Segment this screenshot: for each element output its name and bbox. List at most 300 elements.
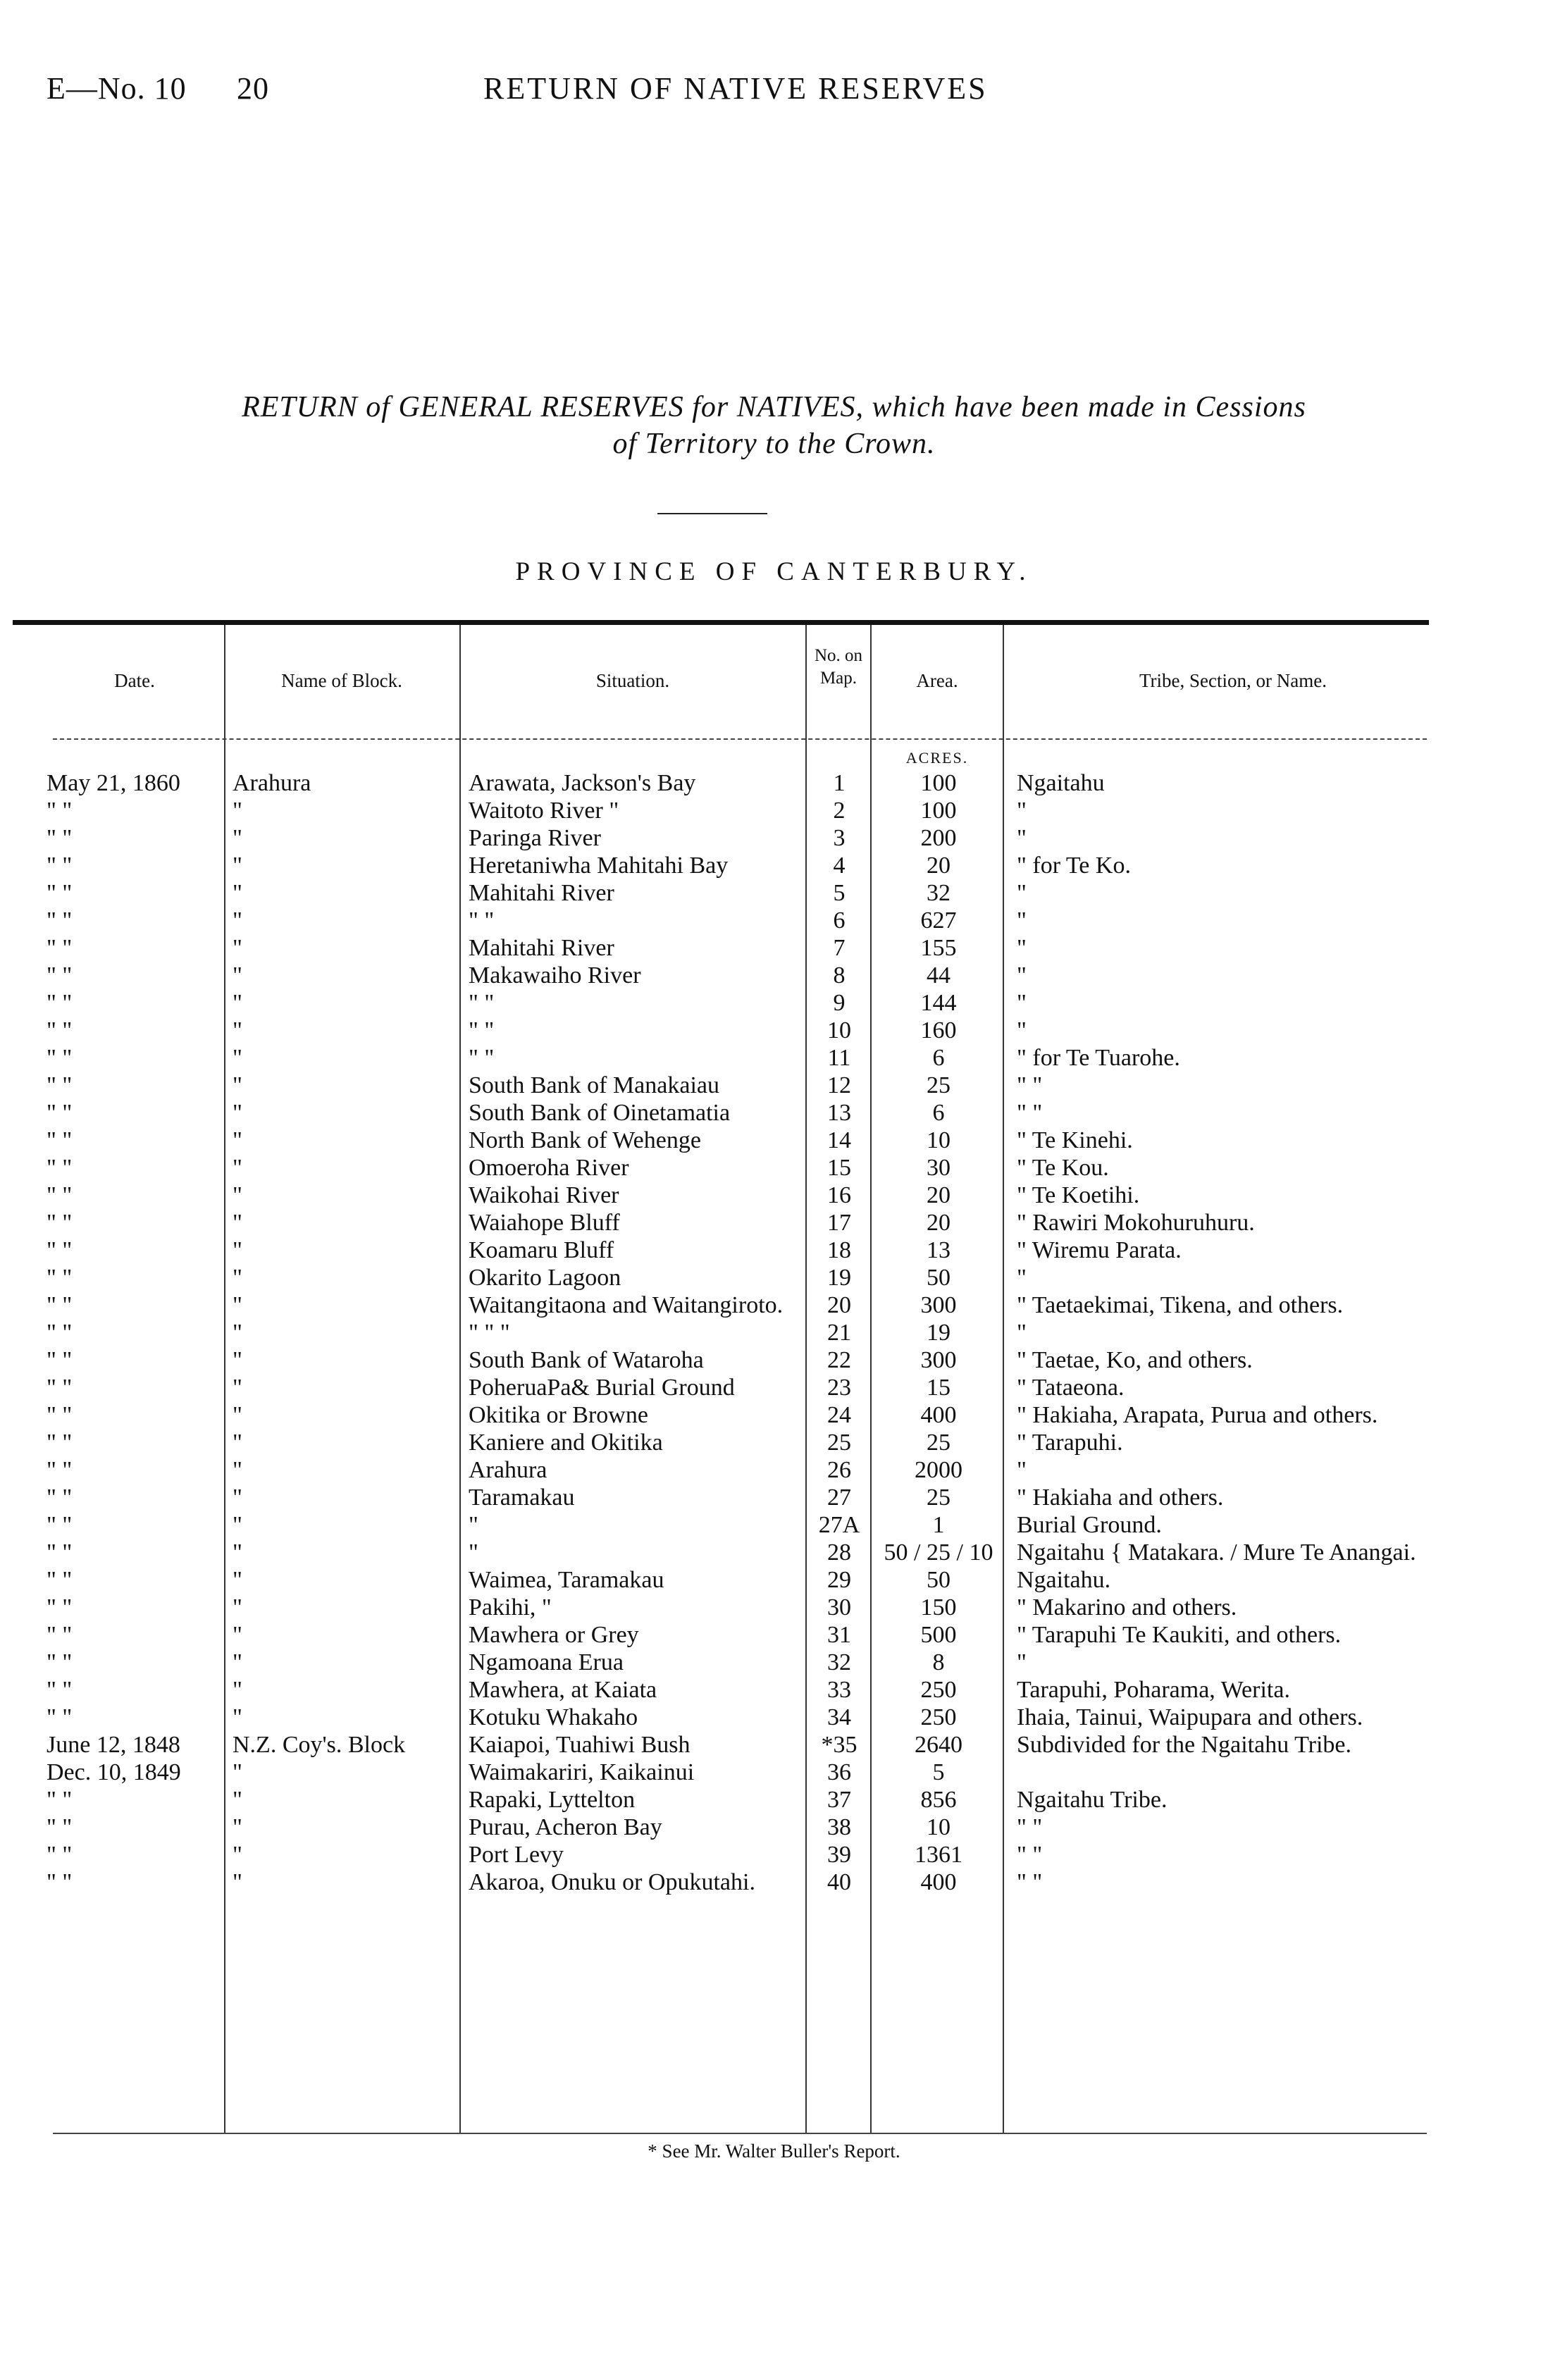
cell-date: " " [47, 1237, 73, 1263]
cell-block: " [233, 1430, 242, 1456]
table-row [0, 1814, 1548, 1841]
cell-no: 7 [833, 935, 846, 961]
cell-no: 2 [833, 798, 846, 824]
cell-no: 15 [827, 1155, 851, 1181]
table-row [0, 1456, 1548, 1484]
cell-block: " [233, 825, 242, 851]
cell-block: " [233, 798, 242, 824]
title-divider [657, 513, 767, 514]
cell-block: " [233, 1814, 242, 1840]
cell-block: " [233, 1485, 242, 1511]
header-area: Area. [916, 670, 958, 691]
cell-situation: Pakihi, " [469, 1594, 552, 1620]
cell-tribe: Ngaitahu [1017, 770, 1105, 796]
running-header [47, 70, 1506, 113]
cell-date: " " [47, 1045, 73, 1071]
cell-no: 5 [833, 880, 846, 906]
table-row [0, 1127, 1548, 1154]
cell-situation: " " [469, 907, 495, 934]
cell-block: " [233, 1320, 242, 1346]
header-no-on-map: No. on Map. [814, 646, 863, 688]
cell-situation: Port Levy [469, 1842, 564, 1868]
cell-area: 10 [927, 1814, 951, 1840]
cell-tribe: " Tarapuhi Te Kaukiti, and others. [1017, 1622, 1342, 1648]
cell-block: " [233, 1842, 242, 1868]
table-row [0, 1182, 1548, 1209]
cell-situation: PoheruaPa& Burial Ground [469, 1375, 735, 1401]
cell-no: 4 [833, 853, 846, 879]
table-row [0, 852, 1548, 879]
cell-tribe: Tarapuhi, Poharama, Werita. [1017, 1677, 1290, 1703]
cell-no: 9 [833, 990, 846, 1016]
table-row [0, 1649, 1548, 1676]
cell-block: " [233, 1045, 242, 1071]
page-number: 20 [237, 71, 269, 106]
cell-no: 32 [827, 1649, 851, 1675]
cell-block: " [233, 880, 242, 906]
cell-area: 155 [920, 935, 957, 961]
cell-area: 627 [920, 907, 957, 934]
cell-area: 2000 [915, 1457, 962, 1483]
cell-tribe: " Te Kou. [1017, 1155, 1109, 1181]
cell-no: 31 [827, 1622, 851, 1648]
cell-date: " " [47, 1539, 73, 1566]
table-row [0, 1291, 1548, 1319]
header-situation: Situation. [595, 670, 670, 691]
cell-no: 1 [833, 770, 846, 796]
cell-block: " [233, 1759, 242, 1785]
cell-block: " [233, 1539, 242, 1566]
cell-tribe: " Hakiaha, Arapata, Purua and others. [1017, 1402, 1378, 1428]
cell-area: 20 [927, 853, 951, 879]
cell-tribe: " [1017, 798, 1027, 824]
cell-situation: Makawaiho River [469, 962, 641, 988]
table-row [0, 934, 1548, 962]
cell-situation: Purau, Acheron Bay [469, 1814, 662, 1840]
cell-date: " " [47, 880, 73, 906]
cell-no: 11 [827, 1045, 851, 1071]
cell-tribe: " Taetae, Ko, and others. [1017, 1347, 1253, 1373]
cell-situation: Kotuku Whakaho [469, 1704, 638, 1730]
table-row [0, 1704, 1548, 1731]
cell-tribe: " " [1017, 1072, 1043, 1098]
cell-area: 25 [927, 1072, 951, 1098]
cell-block: " [233, 1622, 242, 1648]
cell-no: 22 [827, 1347, 851, 1373]
cell-no: 25 [827, 1430, 851, 1456]
cell-tribe: Ngaitahu Tribe. [1017, 1787, 1168, 1813]
cell-date: May 21, 1860 [47, 770, 180, 796]
cell-area: 13 [927, 1237, 951, 1263]
cell-situation: Waikohai River [469, 1182, 619, 1208]
cell-block: " [233, 935, 242, 961]
cell-block: " [233, 1292, 242, 1318]
header-date: Date. [114, 670, 155, 691]
cell-no: 30 [827, 1594, 851, 1620]
cell-date: " " [47, 1182, 73, 1208]
document-reference: E—No. 10 [47, 71, 187, 106]
cell-date: " " [47, 1210, 73, 1236]
cell-no: 14 [827, 1127, 851, 1153]
cell-no: 17 [827, 1210, 851, 1236]
cell-tribe: " [1017, 962, 1027, 988]
table-row [0, 1676, 1548, 1704]
cell-situation: Rapaki, Lyttelton [469, 1787, 636, 1813]
cell-area: 250 [920, 1677, 957, 1703]
cell-date: " " [47, 935, 73, 961]
cell-situation: Ngamoana Erua [469, 1649, 624, 1675]
cell-block: " [233, 853, 242, 879]
cell-area: 50 [927, 1265, 951, 1291]
cell-situation: Waitangitaona and Waitangiroto. [469, 1292, 784, 1318]
table-row [0, 1319, 1548, 1346]
table-row [0, 1429, 1548, 1456]
cell-date: " " [47, 1457, 73, 1483]
cell-situation: Waitoto River " [469, 798, 619, 824]
cell-block: " [233, 1704, 242, 1730]
cell-date: " " [47, 1155, 73, 1181]
cell-date: " " [47, 1567, 73, 1593]
table-bottom-rule [53, 2133, 1427, 2134]
cell-block: " [233, 1237, 242, 1263]
reserves-table-body [0, 769, 1548, 1896]
cell-no: 37 [827, 1787, 851, 1813]
table-row [0, 1154, 1548, 1182]
province-heading: PROVINCE OF CANTERBURY. [515, 557, 1033, 586]
cell-situation: South Bank of Wataroha [469, 1347, 704, 1373]
cell-date: " " [47, 990, 73, 1016]
cell-no: 16 [827, 1182, 851, 1208]
cell-block: " [233, 1072, 242, 1098]
cell-tribe: " Taetaekimai, Tikena, and others. [1017, 1292, 1344, 1318]
cell-date: " " [47, 1512, 73, 1538]
cell-area: 44 [927, 962, 951, 988]
cell-date: " " [47, 825, 73, 851]
cell-area: 15 [927, 1375, 951, 1401]
cell-situation: North Bank of Wehenge [469, 1127, 701, 1153]
header-bottom-rule [53, 738, 1427, 740]
cell-date: " " [47, 1622, 73, 1648]
table-top-rule [13, 620, 1429, 625]
table-row [0, 1786, 1548, 1814]
cell-no: 12 [827, 1072, 851, 1098]
table-row [0, 907, 1548, 934]
cell-no: 36 [827, 1759, 851, 1785]
cell-area: 400 [920, 1869, 957, 1895]
cell-situation: Mahitahi River [469, 880, 614, 906]
cell-block: " [233, 1677, 242, 1703]
cell-tribe: " Te Koetihi. [1017, 1182, 1140, 1208]
footnote: * See Mr. Walter Buller's Report. [648, 2140, 900, 2162]
cell-area: 30 [927, 1155, 951, 1181]
cell-area: 144 [920, 990, 957, 1016]
cell-area: 160 [920, 1017, 957, 1043]
cell-block: " [233, 1594, 242, 1620]
table-row [0, 1566, 1548, 1594]
cell-tribe: " Wiremu Parata. [1017, 1237, 1182, 1263]
cell-date: " " [47, 1127, 73, 1153]
cell-tribe: " Tataeona. [1017, 1375, 1125, 1401]
cell-no: 27 [827, 1485, 851, 1511]
cell-date: " " [47, 1017, 73, 1043]
cell-date: " " [47, 1265, 73, 1291]
cell-tribe: " Makarino and others. [1017, 1594, 1237, 1620]
cell-date: " " [47, 1430, 73, 1456]
table-row [0, 1539, 1548, 1566]
cell-block: " [233, 907, 242, 934]
cell-situation: Waimakariri, Kaikainui [469, 1759, 695, 1785]
cell-area: 20 [927, 1182, 951, 1208]
cell-tribe: Ngaitahu. [1017, 1567, 1111, 1593]
cell-no: 19 [827, 1265, 851, 1291]
cell-area: 200 [920, 825, 957, 851]
cell-tribe: " [1017, 825, 1027, 851]
cell-tribe: " [1017, 990, 1027, 1016]
cell-block: " [233, 1402, 242, 1428]
document-title [42, 389, 1506, 462]
cell-area: 8 [932, 1649, 945, 1675]
cell-no: 27A [818, 1512, 860, 1538]
table-row [0, 879, 1548, 907]
cell-block: " [233, 1567, 242, 1593]
table-row [0, 1017, 1548, 1044]
cell-situation: " [469, 1512, 478, 1538]
cell-block: N.Z. Coy's. Block [233, 1732, 406, 1758]
cell-area: 25 [927, 1485, 951, 1511]
cell-tribe: " " [1017, 1814, 1043, 1840]
table-row [0, 1401, 1548, 1429]
cell-area: 150 [920, 1594, 957, 1620]
cell-area: 300 [920, 1347, 957, 1373]
cell-date: " " [47, 962, 73, 988]
cell-area: 19 [927, 1320, 951, 1346]
cell-situation: Kaiapoi, Tuahiwi Bush [469, 1732, 691, 1758]
cell-block: " [233, 1347, 242, 1373]
area-unit: ACRES. [905, 749, 969, 767]
cell-area: 250 [920, 1704, 957, 1730]
document-title-line-1: RETURN of GENERAL RESERVES for NATIVES, which have been made in Cessions [242, 391, 1306, 423]
cell-tribe: " Rawiri Mokohuruhuru. [1017, 1210, 1255, 1236]
cell-no: 40 [827, 1869, 851, 1895]
cell-date: " " [47, 1072, 73, 1098]
document-title-line-2: of Territory to the Crown. [612, 428, 936, 460]
cell-area: 100 [920, 798, 957, 824]
cell-area: 50 [927, 1567, 951, 1593]
cell-block: " [233, 1182, 242, 1208]
cell-date: " " [47, 1842, 73, 1868]
table-row [0, 1759, 1548, 1786]
cell-block: " [233, 1127, 242, 1153]
cell-tribe: " [1017, 1265, 1027, 1291]
cell-block: " [233, 1155, 242, 1181]
cell-block: " [233, 1649, 242, 1675]
table-row [0, 1868, 1548, 1896]
table-row [0, 989, 1548, 1017]
cell-tribe: " " [1017, 1869, 1043, 1895]
table-row [0, 1346, 1548, 1374]
cell-situation: Arahura [469, 1457, 547, 1483]
cell-date: " " [47, 1485, 73, 1511]
cell-no: 33 [827, 1677, 851, 1703]
cell-no: 24 [827, 1402, 851, 1428]
cell-no: 29 [827, 1567, 851, 1593]
cell-tribe: " Hakiaha and others. [1017, 1485, 1224, 1511]
header-title: RETURN OF NATIVE RESERVES [483, 71, 988, 106]
cell-tribe: " [1017, 880, 1027, 906]
cell-tribe: Burial Ground. [1017, 1512, 1162, 1538]
cell-area: 500 [920, 1622, 957, 1648]
cell-no: 39 [827, 1842, 851, 1868]
cell-no: 18 [827, 1237, 851, 1263]
cell-tribe: " [1017, 1017, 1027, 1043]
cell-situation: " " [469, 1045, 495, 1071]
cell-situation: Paringa River [469, 825, 601, 851]
cell-area: 300 [920, 1292, 957, 1318]
cell-tribe: " [1017, 935, 1027, 961]
cell-area: 20 [927, 1210, 951, 1236]
table-row [0, 1209, 1548, 1237]
cell-no: 6 [833, 907, 846, 934]
cell-block: " [233, 990, 242, 1016]
table-row [0, 1484, 1548, 1511]
cell-date: June 12, 1848 [47, 1732, 180, 1758]
cell-situation: " " [469, 990, 495, 1016]
cell-area: 6 [932, 1045, 945, 1071]
cell-tribe: " Te Kinehi. [1017, 1127, 1133, 1153]
cell-block: " [233, 1210, 242, 1236]
table-row [0, 824, 1548, 852]
header-block: Name of Block. [281, 670, 402, 691]
cell-block: " [233, 1265, 242, 1291]
table-row [0, 1621, 1548, 1649]
table-row [0, 1044, 1548, 1072]
cell-situation: Waiahope Bluff [469, 1210, 620, 1236]
cell-area: 1 [932, 1512, 945, 1538]
cell-no: 13 [827, 1100, 851, 1126]
cell-date: " " [47, 907, 73, 934]
cell-tribe: " for Te Tuarohe. [1017, 1045, 1180, 1071]
cell-situation: Okitika or Browne [469, 1402, 648, 1428]
cell-tribe: " [1017, 907, 1027, 934]
cell-date: " " [47, 1787, 73, 1813]
cell-block: " [233, 1100, 242, 1126]
table-row [0, 1841, 1548, 1868]
cell-date: " " [47, 1347, 73, 1373]
cell-tribe: " for Te Ko. [1017, 853, 1131, 879]
cell-tribe: " " [1017, 1100, 1043, 1126]
cell-block: " [233, 1017, 242, 1043]
cell-date: " " [47, 1869, 73, 1895]
cell-date: " " [47, 798, 73, 824]
cell-block: Arahura [233, 770, 311, 796]
cell-area: 32 [927, 880, 951, 906]
cell-area: 25 [927, 1430, 951, 1456]
cell-date: " " [47, 1375, 73, 1401]
cell-date: " " [47, 1100, 73, 1126]
table-row [0, 797, 1548, 824]
cell-date: " " [47, 1814, 73, 1840]
table-row [0, 1264, 1548, 1291]
cell-no: 21 [827, 1320, 851, 1346]
cell-block: " [233, 962, 242, 988]
cell-tribe: " " [1017, 1842, 1043, 1868]
cell-date: " " [47, 1649, 73, 1675]
table-row [0, 1374, 1548, 1401]
cell-situation: " " " [469, 1320, 510, 1346]
cell-no: 23 [827, 1375, 851, 1401]
cell-no: 10 [827, 1017, 851, 1043]
cell-area: 10 [927, 1127, 951, 1153]
cell-situation: Heretaniwha Mahitahi Bay [469, 853, 729, 879]
cell-situation: Koamaru Bluff [469, 1237, 614, 1263]
cell-situation: Kaniere and Okitika [469, 1430, 663, 1456]
cell-situation: South Bank of Oinetamatia [469, 1100, 731, 1126]
cell-no: 28 [827, 1539, 851, 1566]
cell-situation: Arawata, Jackson's Bay [469, 770, 696, 796]
cell-date: " " [47, 1594, 73, 1620]
cell-block: " [233, 1869, 242, 1895]
cell-situation: South Bank of Manakaiau [469, 1072, 719, 1098]
cell-situation: " [469, 1539, 478, 1566]
cell-area: 6 [932, 1100, 945, 1126]
cell-situation: Taramakau [469, 1485, 575, 1511]
cell-date: Dec. 10, 1849 [47, 1759, 181, 1785]
cell-area: 5 [932, 1759, 945, 1785]
header-tribe: Tribe, Section, or Name. [1139, 670, 1327, 691]
cell-block: " [233, 1787, 242, 1813]
cell-date: " " [47, 1704, 73, 1730]
cell-situation: Omoeroha River [469, 1155, 629, 1181]
cell-no: 8 [833, 962, 846, 988]
cell-block: " [233, 1512, 242, 1538]
cell-date: " " [47, 1402, 73, 1428]
cell-situation: Mawhera, at Kaiata [469, 1677, 657, 1703]
cell-tribe: Subdivided for the Ngaitahu Tribe. [1017, 1732, 1352, 1758]
table-row [0, 1511, 1548, 1539]
cell-tribe: " [1017, 1649, 1027, 1675]
table-row [0, 769, 1548, 797]
cell-no: *35 [821, 1732, 857, 1758]
cell-situation: Mawhera or Grey [469, 1622, 639, 1648]
cell-situation: " " [469, 1017, 495, 1043]
table-row [0, 1072, 1548, 1099]
cell-date: " " [47, 1292, 73, 1318]
cell-block: " [233, 1375, 242, 1401]
cell-area: 100 [920, 770, 957, 796]
cell-tribe: Ngaitahu { Matakara. / Mure Te Anangai. [1017, 1539, 1416, 1566]
table-row [0, 1099, 1548, 1127]
cell-no: 26 [827, 1457, 851, 1483]
cell-situation: Mahitahi River [469, 935, 614, 961]
cell-tribe: " [1017, 1457, 1027, 1483]
table-row [0, 962, 1548, 989]
cell-area: 400 [920, 1402, 957, 1428]
cell-tribe: " Tarapuhi. [1017, 1430, 1123, 1456]
table-row [0, 1594, 1548, 1621]
cell-no: 38 [827, 1814, 851, 1840]
cell-area: 856 [920, 1787, 957, 1813]
table-row [0, 1731, 1548, 1759]
cell-date: " " [47, 1677, 73, 1703]
cell-date: " " [47, 853, 73, 879]
cell-tribe: " [1017, 1320, 1027, 1346]
cell-block: " [233, 1457, 242, 1483]
cell-situation: Akaroa, Onuku or Opukutahi. [469, 1869, 755, 1895]
cell-tribe [1005, 1759, 1463, 1786]
cell-area: 50 / 25 / 10 [884, 1539, 993, 1566]
cell-area: 1361 [915, 1842, 962, 1868]
cell-no: 20 [827, 1292, 851, 1318]
